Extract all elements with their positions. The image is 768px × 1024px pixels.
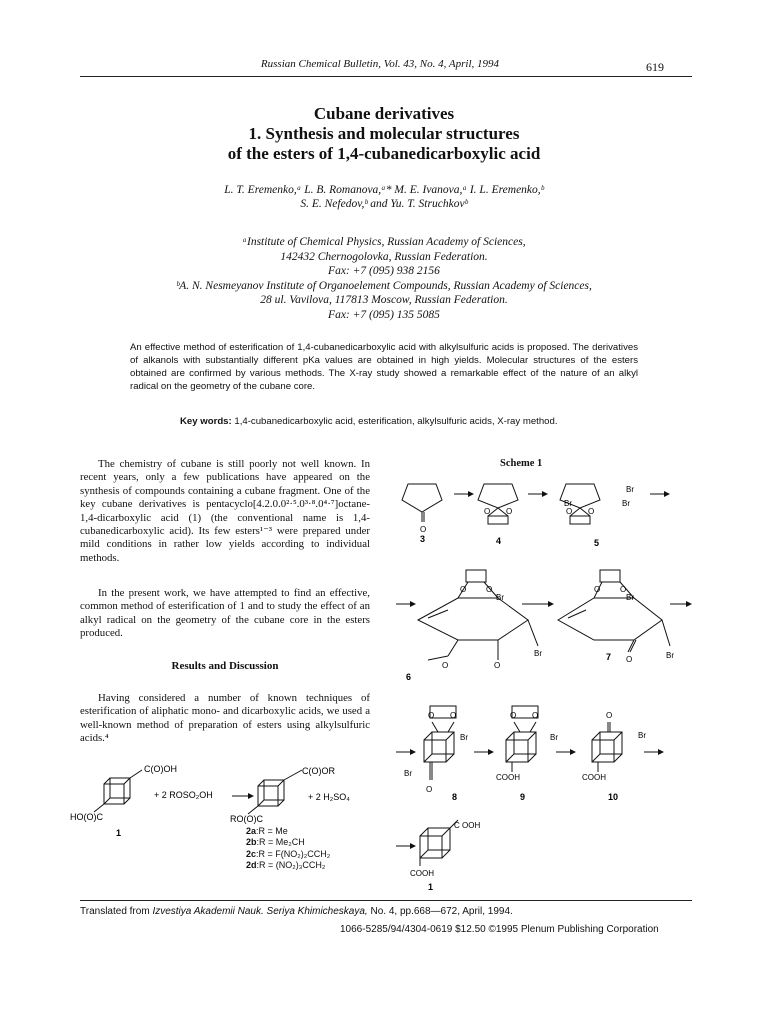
body-paragraph-1: The chemistry of cubane is still poorly not well known. In recent years, only a few publications have appeared on the synthesis of compounds containing a cubane fragment. One of the key cubane derivatives is pentacyclo[4.2.0.0²·⁵.0³·⁸.0⁴·⁷]octane-1,4-dicarboxylic acid (1) (the conventional name is 1,4-cubanedicarboxylic acid). Its few esters¹⁻³ were prepared under mild conditions in rather low yields according to individual methods. bbox=[80, 458, 370, 564]
top-right-group: C(O)OR bbox=[302, 766, 335, 776]
atom-label: O bbox=[426, 785, 433, 794]
atom-label: O bbox=[594, 585, 601, 594]
atom-label: Br bbox=[638, 731, 646, 740]
r-group-item: 2a:R = Me bbox=[246, 826, 288, 836]
atom-label: Br bbox=[622, 499, 630, 508]
title-line-3: of the esters of 1,4-cubanedicarboxylic acid bbox=[227, 144, 541, 163]
scheme-1-diagram bbox=[388, 470, 692, 900]
atom-label: O bbox=[606, 711, 613, 720]
atom-label: COOH bbox=[410, 869, 434, 878]
atom-label: O bbox=[510, 711, 517, 720]
copyright-line: 1066-5285/94/4304-0619 $12.50 ©1995 Plenum Publishing Corporation bbox=[340, 924, 659, 935]
arrow-head bbox=[410, 749, 416, 755]
atom-label: O bbox=[428, 711, 435, 720]
body-paragraph-3: Having considered a number of known techniques of esterification of aliphatic mono- and dicarboxylic acids, we used a well-known method of preparation of esters using alkylsulfuric acids.⁴ bbox=[80, 692, 370, 745]
compound-label-3: 3 bbox=[420, 534, 426, 544]
atom-label: O bbox=[460, 585, 467, 594]
atom-label: Br bbox=[404, 769, 412, 778]
arrow-head bbox=[686, 601, 692, 607]
atom-label: O bbox=[620, 585, 627, 594]
r-group-list bbox=[246, 826, 330, 871]
atom-label: Br bbox=[534, 649, 542, 658]
affiliation-line: ᵃInstitute of Chemical Physics, Russian Academy of Sciences, bbox=[242, 236, 526, 248]
arrow-head bbox=[548, 601, 554, 607]
r-group-item: 2c:R = F(NO₂)₂CCH₂ bbox=[246, 848, 331, 859]
compound-label-4: 4 bbox=[496, 536, 502, 546]
affiliation-line: Fax: +7 (095) 938 2156 bbox=[328, 265, 440, 277]
paper-title bbox=[120, 104, 648, 164]
keywords bbox=[180, 416, 640, 427]
bottom-right-group: RO(O)C bbox=[230, 814, 263, 824]
atom-label: COOH bbox=[582, 773, 606, 782]
running-head: Russian Chemical Bulletin, Vol. 43, No. 4, April, 1994 bbox=[260, 58, 500, 70]
compound-label-10: 10 bbox=[608, 792, 619, 802]
affiliation-line: 28 ul. Vavilova, 117813 Moscow, Russian Federation. bbox=[260, 294, 508, 306]
authors-line-2: S. E. Nefedov,ᵇ and Yu. T. Struchkovᵇ bbox=[300, 198, 468, 210]
arrow-head bbox=[658, 749, 664, 755]
atom-label: Br bbox=[460, 733, 468, 742]
bottom-left-group: HO(O)C bbox=[70, 812, 103, 822]
affiliation-line: ᵇA. N. Nesmeyanov Institute of Organoelement Compounds, Russian Academy of Sciences, bbox=[176, 279, 592, 292]
arrow-head bbox=[664, 491, 670, 497]
compound-label-7: 7 bbox=[606, 652, 612, 662]
section-heading: Results and Discussion bbox=[171, 660, 279, 672]
byproduct: + 2 H₂SO₄ bbox=[308, 792, 350, 802]
author-list bbox=[110, 183, 658, 211]
scheme-title: Scheme 1 bbox=[500, 458, 543, 469]
compound-label-9: 9 bbox=[520, 792, 526, 802]
atom-label: Br bbox=[564, 499, 572, 508]
arrow-head bbox=[570, 749, 576, 755]
source-journal: Izvestiya Akademii Nauk. Seriya Khimicheskaya, bbox=[152, 906, 368, 917]
page-number: 619 bbox=[646, 60, 664, 74]
translated-prefix: Translated from bbox=[80, 906, 150, 917]
compound-label-5: 5 bbox=[594, 538, 600, 548]
arrow-head bbox=[410, 843, 416, 849]
atom-label: O bbox=[442, 661, 449, 670]
atom-label: COOH bbox=[496, 773, 520, 782]
title-line-2: 1. Synthesis and molecular structures bbox=[248, 124, 520, 143]
affiliation-line: 142432 Chernogolovka, Russian Federation. bbox=[280, 250, 488, 263]
affiliation-line: Fax: +7 (095) 135 5085 bbox=[328, 308, 440, 321]
keywords-label: Key words: bbox=[180, 416, 232, 427]
atom-label: O bbox=[506, 507, 513, 516]
source-issue: No. 4, pp.668—672, April, 1994. bbox=[370, 906, 513, 917]
atom-label: Br bbox=[626, 593, 634, 602]
atom-label: O bbox=[588, 507, 595, 516]
compound-label-6: 6 bbox=[406, 672, 412, 682]
translation-note bbox=[80, 906, 513, 917]
body-paragraph-2: In the present work, we have attempted to find an effective, common method of esterification of 1 and to study the effect of an alkyl radical on the geometry of the cubane core in the esters produced. bbox=[80, 587, 370, 640]
atom-label: O bbox=[450, 711, 457, 720]
header-rule bbox=[80, 76, 692, 77]
top-left-group: C(O)OH bbox=[144, 764, 177, 774]
arrow-head bbox=[248, 793, 254, 799]
atom-label: O bbox=[532, 711, 539, 720]
authors-line-1: L. T. Eremenko,ᵃ L. B. Romanova,ᵃ* M. E. Ivanova,ᵃ I. L. Eremenko,ᵇ bbox=[224, 184, 544, 196]
arrow-head bbox=[542, 491, 548, 497]
atom-label: O bbox=[494, 661, 501, 670]
atom-label: Br bbox=[666, 651, 674, 660]
atom-label: O bbox=[486, 585, 493, 594]
r-group-item: 2b:R = Me₂CH bbox=[246, 837, 305, 848]
compound-label-8: 8 bbox=[452, 792, 458, 802]
atom-label: O bbox=[566, 507, 573, 516]
arrow-head bbox=[468, 491, 474, 497]
atom-label: O bbox=[626, 655, 633, 664]
compound-label-1: 1 bbox=[428, 882, 434, 892]
atom-label: Br bbox=[626, 485, 634, 494]
title-line-1: Cubane derivatives bbox=[313, 104, 455, 123]
atom-label: O bbox=[484, 507, 491, 516]
atom-label: Br bbox=[550, 733, 558, 742]
abstract: An effective method of esterification of 1,4-cubanedicarboxylic acid with alkylsulfuric acids is proposed. The derivatives of alkanols with substantially different pKa values are obtained in high yields. Molecular structures of the esters obtained are confirmed by various methods. The X-ray study showed a remarkable effect of the nature of an alkyl radical on the geometry of the cubane core. bbox=[130, 342, 638, 392]
compound-label-1: 1 bbox=[116, 828, 122, 838]
arrow-head bbox=[410, 601, 416, 607]
keywords-text: 1,4-cubanedicarboxylic acid, esterification, alkylsulfuric acids, X-ray method. bbox=[234, 416, 558, 427]
affiliations bbox=[110, 235, 658, 322]
arrow-head bbox=[488, 749, 494, 755]
reagent: + 2 ROSO₂OH bbox=[154, 790, 213, 800]
esterification-reaction bbox=[70, 760, 380, 840]
atom-label: O bbox=[420, 525, 427, 534]
atom-label: C OOH bbox=[454, 821, 481, 830]
footer-rule bbox=[80, 900, 692, 901]
r-group-item: 2d:R = (NO₂)₃CCH₂ bbox=[246, 859, 326, 870]
atom-label: Br bbox=[496, 593, 504, 602]
